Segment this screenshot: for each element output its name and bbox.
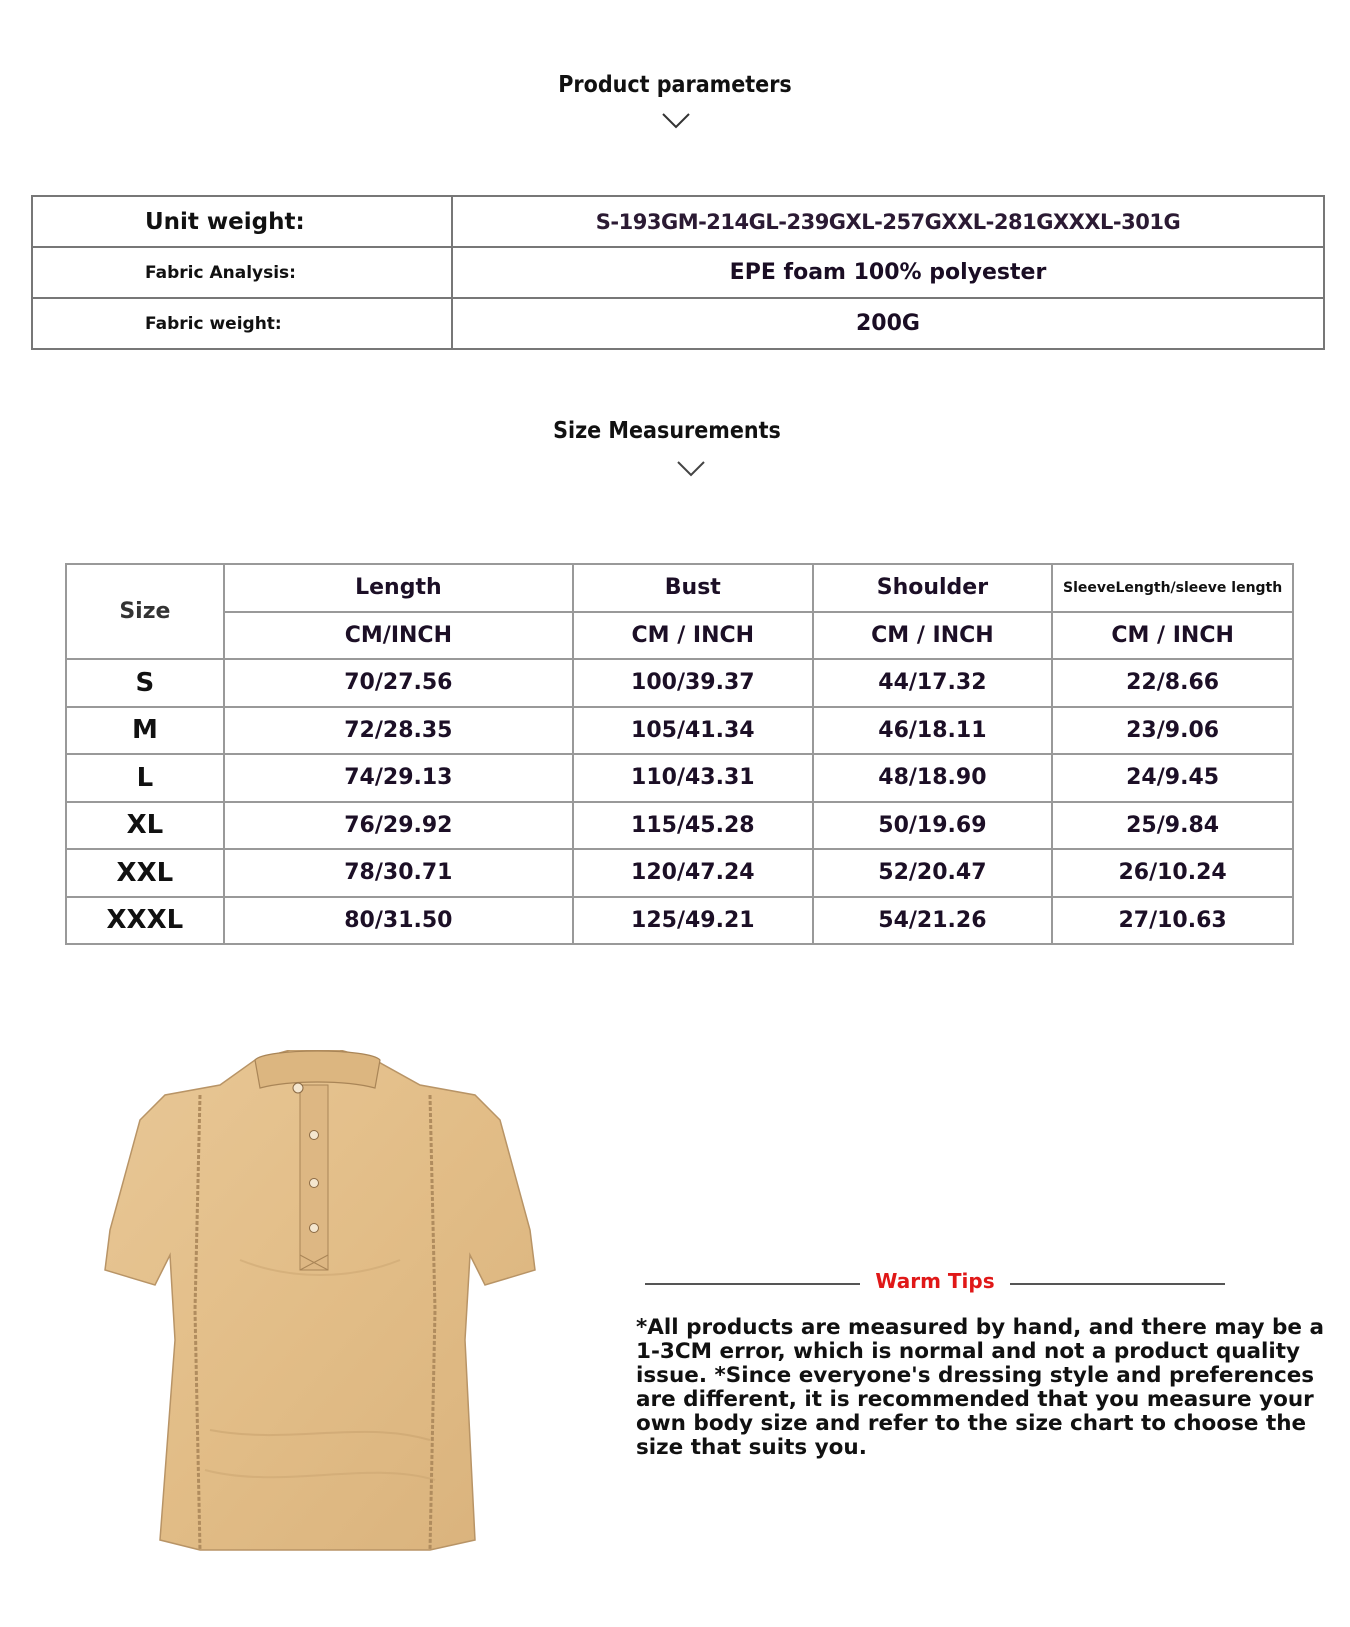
chevron-down-icon (662, 113, 690, 129)
sleeve-length-cell: 22/8.66 (1052, 659, 1293, 707)
table-header-row (66, 564, 1293, 612)
fabric-weight-value: 200G (452, 298, 1324, 349)
length-cell: 80/31.50 (224, 897, 573, 945)
unit-weight-value: S-193GM-214GL-239GXL-257GXXL-281GXXXL-301G (452, 196, 1324, 247)
bust-cell: 115/45.28 (573, 802, 813, 850)
shoulder-cell: 46/18.11 (813, 707, 1053, 755)
length-cell: 74/29.13 (224, 754, 573, 802)
table-row (32, 196, 1324, 247)
chevron-down-icon (677, 461, 705, 477)
size-cell: S (66, 659, 224, 707)
table-row (66, 897, 1293, 945)
divider-left (645, 1283, 860, 1285)
sleeve-length-cell: 27/10.63 (1052, 897, 1293, 945)
size-cell: M (66, 707, 224, 755)
table-row (66, 754, 1293, 802)
divider-right (1010, 1283, 1225, 1285)
warm-tips-body: *All products are measured by hand, and there may be a 1-3CM error, which is normal and not a product quality issue. *Since everyone's dressing style and preferences are different, it is recommended that you measure your own body size and refer to the size chart to choose the size that suits you. (636, 1315, 1324, 1460)
warm-tips-title: Warm Tips (875, 1269, 995, 1293)
shoulder-header: Shoulder (813, 564, 1053, 612)
bust-cell: 100/39.37 (573, 659, 813, 707)
product-parameters-table (31, 195, 1325, 350)
shoulder-cell: 44/17.32 (813, 659, 1053, 707)
bust-unit: CM / INCH (573, 612, 813, 660)
product-parameters-title: Product parameters (558, 72, 792, 98)
table-unit-row (66, 612, 1293, 660)
table-row (32, 247, 1324, 298)
sleeve-length-header: SleeveLength/sleeve length (1052, 564, 1293, 612)
bust-cell: 125/49.21 (573, 897, 813, 945)
length-cell: 70/27.56 (224, 659, 573, 707)
shoulder-cell: 54/21.26 (813, 897, 1053, 945)
length-unit: CM/INCH (224, 612, 573, 660)
bust-cell: 120/47.24 (573, 849, 813, 897)
sleeve-length-cell: 23/9.06 (1052, 707, 1293, 755)
length-cell: 76/29.92 (224, 802, 573, 850)
bust-header: Bust (573, 564, 813, 612)
table-row (32, 298, 1324, 349)
length-header: Length (224, 564, 573, 612)
bust-cell: 110/43.31 (573, 754, 813, 802)
length-cell: 72/28.35 (224, 707, 573, 755)
size-cell: XL (66, 802, 224, 850)
shoulder-cell: 52/20.47 (813, 849, 1053, 897)
size-chart-table (65, 563, 1294, 945)
size-header: Size (66, 564, 224, 659)
size-cell: XXXL (66, 897, 224, 945)
length-cell: 78/30.71 (224, 849, 573, 897)
fabric-analysis-value: EPE foam 100% polyester (452, 247, 1324, 298)
table-row (66, 659, 1293, 707)
shoulder-cell: 48/18.90 (813, 754, 1053, 802)
fabric-analysis-label: Fabric Analysis: (32, 247, 452, 298)
product-shirt-image (90, 1050, 550, 1570)
unit-weight-label: Unit weight: (32, 196, 452, 247)
sleeve-length-cell: 24/9.45 (1052, 754, 1293, 802)
sleeve-length-cell: 25/9.84 (1052, 802, 1293, 850)
table-row (66, 707, 1293, 755)
shoulder-unit: CM / INCH (813, 612, 1053, 660)
size-measurements-title: Size Measurements (553, 418, 781, 444)
bust-cell: 105/41.34 (573, 707, 813, 755)
sleeve-length-unit: CM / INCH (1052, 612, 1293, 660)
shoulder-cell: 50/19.69 (813, 802, 1053, 850)
sleeve-length-cell: 26/10.24 (1052, 849, 1293, 897)
size-cell: XXL (66, 849, 224, 897)
fabric-weight-label: Fabric weight: (32, 298, 452, 349)
table-row (66, 849, 1293, 897)
size-cell: L (66, 754, 224, 802)
table-row (66, 802, 1293, 850)
